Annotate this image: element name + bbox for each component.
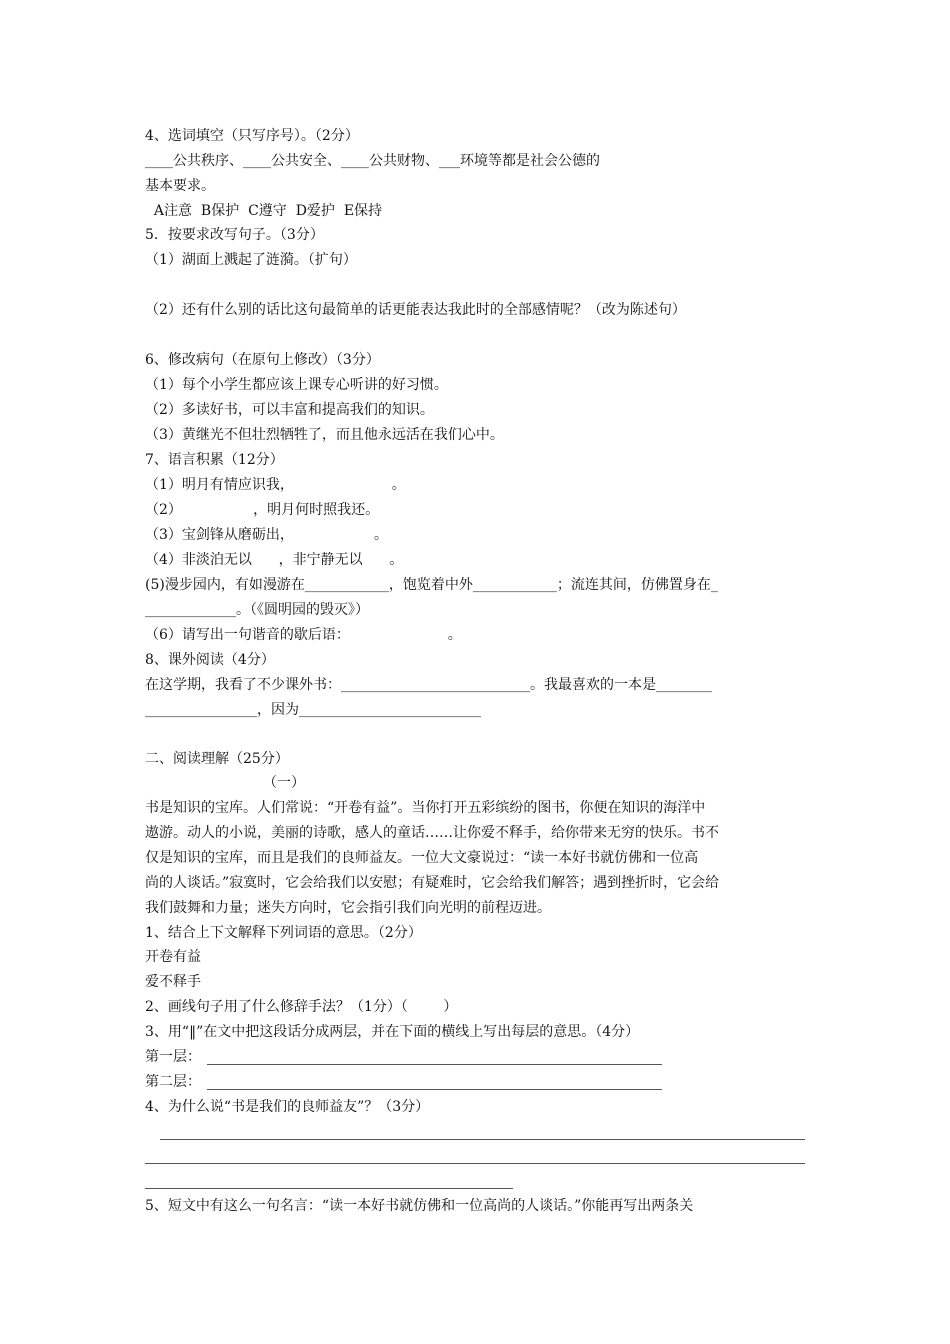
reading-q3-layer1-label: 第一层： [145, 1049, 201, 1065]
reading-q3-layer2-label: 第二层： [145, 1074, 201, 1090]
reading-q3-title: 3、用“‖”在文中把这段话分成两层，并在下面的横线上写出每层的意思。（4分） [145, 1024, 640, 1040]
q4-line1: ____公共秩序、____公共安全、____公共财物、___环境等都是社会公德的 [145, 153, 600, 169]
q4-title: 4、选词填空（只写序号）。（2分） [145, 128, 359, 144]
reading-q1-word2: 爱不释手 [145, 974, 201, 990]
q8-line2: ________________，因为__________________________ [145, 702, 481, 718]
reading-q5-title: 5、短文中有这么一句名言：“读一本好书就仿佛和一位高尚的人谈话。”你能再写出两条关 [145, 1198, 694, 1214]
layer2-answer-line[interactable] [207, 1089, 662, 1090]
reading-q1-title: 1、结合上下文解释下列词语的意思。（2分） [145, 925, 422, 941]
passage-number: （一） [263, 775, 305, 791]
q7-item4: （4）非淡泊无以 ，非宁静无以 。 [145, 552, 404, 568]
q4-answer-line-1[interactable] [160, 1139, 805, 1140]
q7-item1: （1）明月有情应识我， 。 [145, 477, 406, 493]
reading-q4-title: 4、为什么说“书是我们的良师益友”？（3分） [145, 1099, 430, 1115]
q4-options: A注意 B保护 C遵守 D爱护 E保持 [145, 203, 383, 219]
q8-title: 8、课外阅读（4分） [145, 652, 275, 668]
passage-line-5: 我们鼓舞和力量；迷失方向时，它会指引我们向光明的前程迈进。 [145, 900, 551, 916]
passage-line-3: 仅是知识的宝库，而且是我们的良师益友。一位大文豪说过：“读一本好书就仿佛和一位高 [145, 850, 699, 866]
q5-title: 5．按要求改写句子。（3分） [145, 227, 324, 243]
passage-line-1: 书是知识的宝库。人们常说：“开卷有益”。当你打开五彩缤纷的图书，你便在知识的海洋中 [145, 800, 706, 816]
q7-item6: （6）请写出一句谐音的歇后语： 。 [145, 627, 462, 643]
section2-title: 二、阅读理解（25分） [145, 751, 289, 767]
q5-item1: （1）湖面上溅起了涟漪。（扩句） [145, 252, 357, 268]
q5-item2: （2）还有什么别的话比这句最简单的话更能表达我此时的全部感情呢？（改为陈述句） [145, 302, 686, 318]
passage-line-2: 遨游。动人的小说，美丽的诗歌，感人的童话……让你爱不释手，给你带来无穷的快乐。书不 [145, 825, 719, 841]
q6-title: 6、修改病句（在原句上修改）（3分） [145, 352, 380, 368]
q7-item5-line1: (5)漫步园内，有如漫游在____________，饱览着中外____________；流连其间，仿佛置身在_ [145, 577, 718, 593]
q6-item2: （2）多读好书，可以丰富和提高我们的知识。 [145, 402, 434, 418]
q7-item2: （2） ，明月何时照我还。 [145, 502, 380, 518]
q6-item3: （3）黄继光不但壮烈牺牲了，而且他永远活在我们心中。 [145, 427, 504, 443]
layer1-answer-line[interactable] [207, 1064, 662, 1065]
reading-q1-word1: 开卷有益 [145, 949, 201, 965]
q7-item5-line2: _____________。（《圆明园的毁灭》） [145, 602, 369, 618]
q8-line1: 在这学期，我看了不少课外书：___________________________。我最喜欢的一本是________ [145, 677, 712, 693]
q4-answer-line-3[interactable] [145, 1188, 513, 1189]
passage-line-4: 尚的人谈话。”寂寞时，它会给我们以安慰；有疑难时，它会给我们解答；遇到挫折时，它会给 [145, 875, 720, 891]
q4-answer-line-2[interactable] [145, 1163, 805, 1164]
reading-q2-title: 2、画线句子用了什么修辞手法？（1分）（ ） [145, 999, 458, 1015]
q4-line2: 基本要求。 [145, 178, 215, 194]
q6-item1: （1）每个小学生都应该上课专心听讲的好习惯。 [145, 377, 448, 393]
q7-item3: （3）宝剑锋从磨砺出， 。 [145, 527, 389, 543]
q7-title: 7、语言积累（12分） [145, 452, 284, 468]
